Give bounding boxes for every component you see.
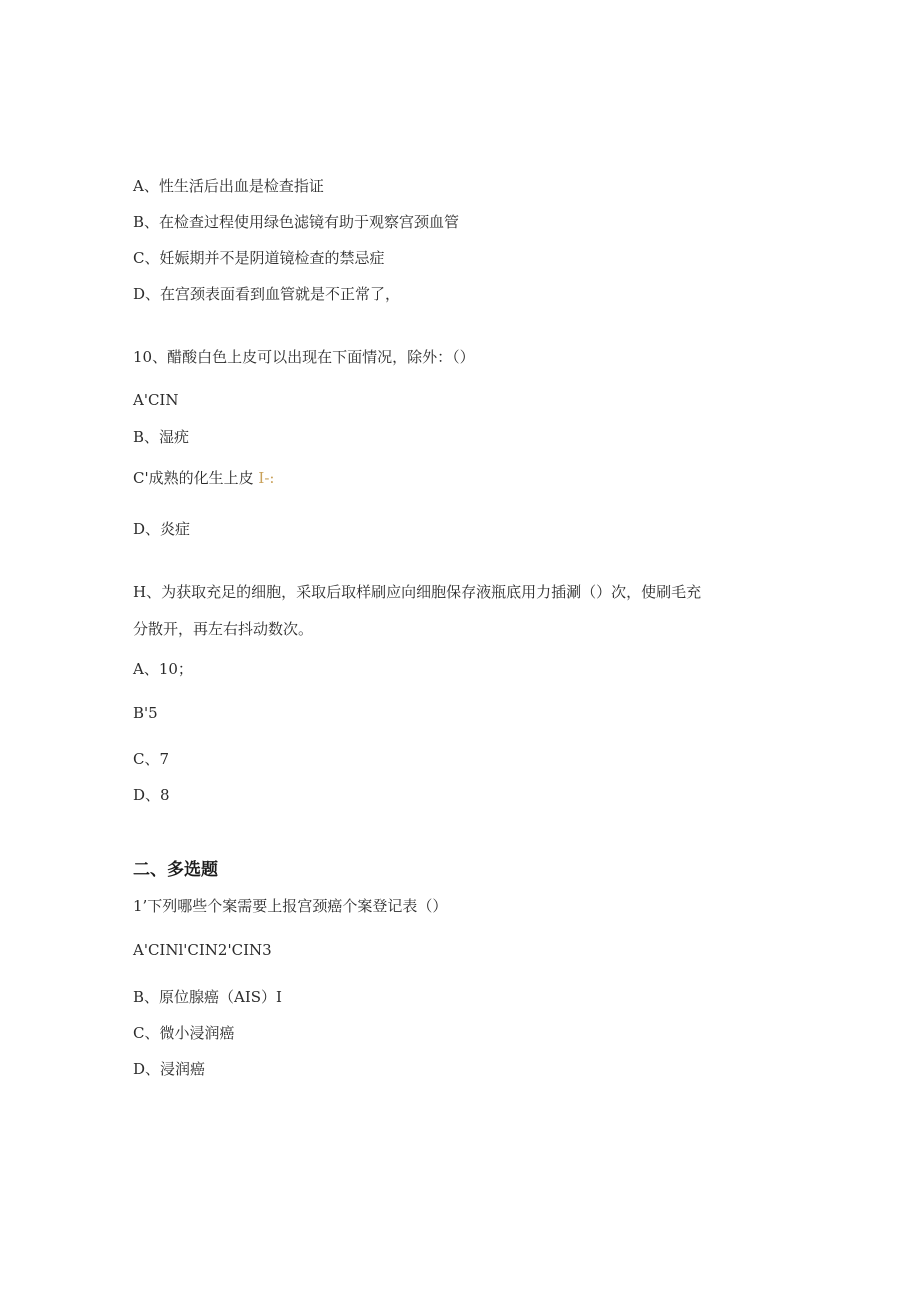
section-heading-multiple-choice: 二、多选题 (133, 860, 218, 880)
q9-option-d: D、在宫颈表面看到血管就是不正常了， (133, 285, 401, 303)
q10-option-c-mark: I-: (258, 469, 275, 487)
q10-option-c-text: C'成熟的化生上皮 (133, 469, 254, 487)
q11-stem-line-1: H、为获取充足的细胞，采取后取样刷应向细胞保存液瓶底用力插涮（）次，使刷毛充 (133, 583, 702, 601)
q10-option-a: A'CIN (133, 391, 179, 409)
mq1-option-a: A'CINl'CIN2'CIN3 (133, 941, 272, 959)
q11-option-c: C、7 (133, 750, 170, 768)
q11-stem-line-2: 分散开，再左右抖动数次。 (133, 620, 314, 638)
q11-option-b: B'5 (133, 704, 158, 722)
q10-option-b: B、湿疣 (133, 428, 190, 446)
mq1-option-b: B、原位腺癌（AIS）I (133, 988, 282, 1006)
q9-option-a: A、性生活后出血是检查指证 (133, 177, 324, 195)
q10-stem: 10、醋酸白色上皮可以出现在下面情况，除外：（） (133, 348, 475, 366)
q11-option-a: A、10； (133, 660, 193, 678)
mq1-option-d: D、浸润癌 (133, 1060, 206, 1078)
q9-option-c: C、妊娠期并不是阴道镜检查的禁忌症 (133, 249, 385, 267)
mq1-option-c: C、微小浸润癌 (133, 1024, 235, 1042)
q10-option-d: D、炎症 (133, 520, 191, 538)
mq1-stem: 1’下列哪些个案需要上报宫颈癌个案登记表（） (133, 897, 448, 915)
q10-option-c (133, 468, 274, 488)
q11-option-d: D、8 (133, 786, 170, 804)
q9-option-b: B、在检查过程使用绿色滤镜有助于观察宫颈血管 (133, 213, 460, 231)
